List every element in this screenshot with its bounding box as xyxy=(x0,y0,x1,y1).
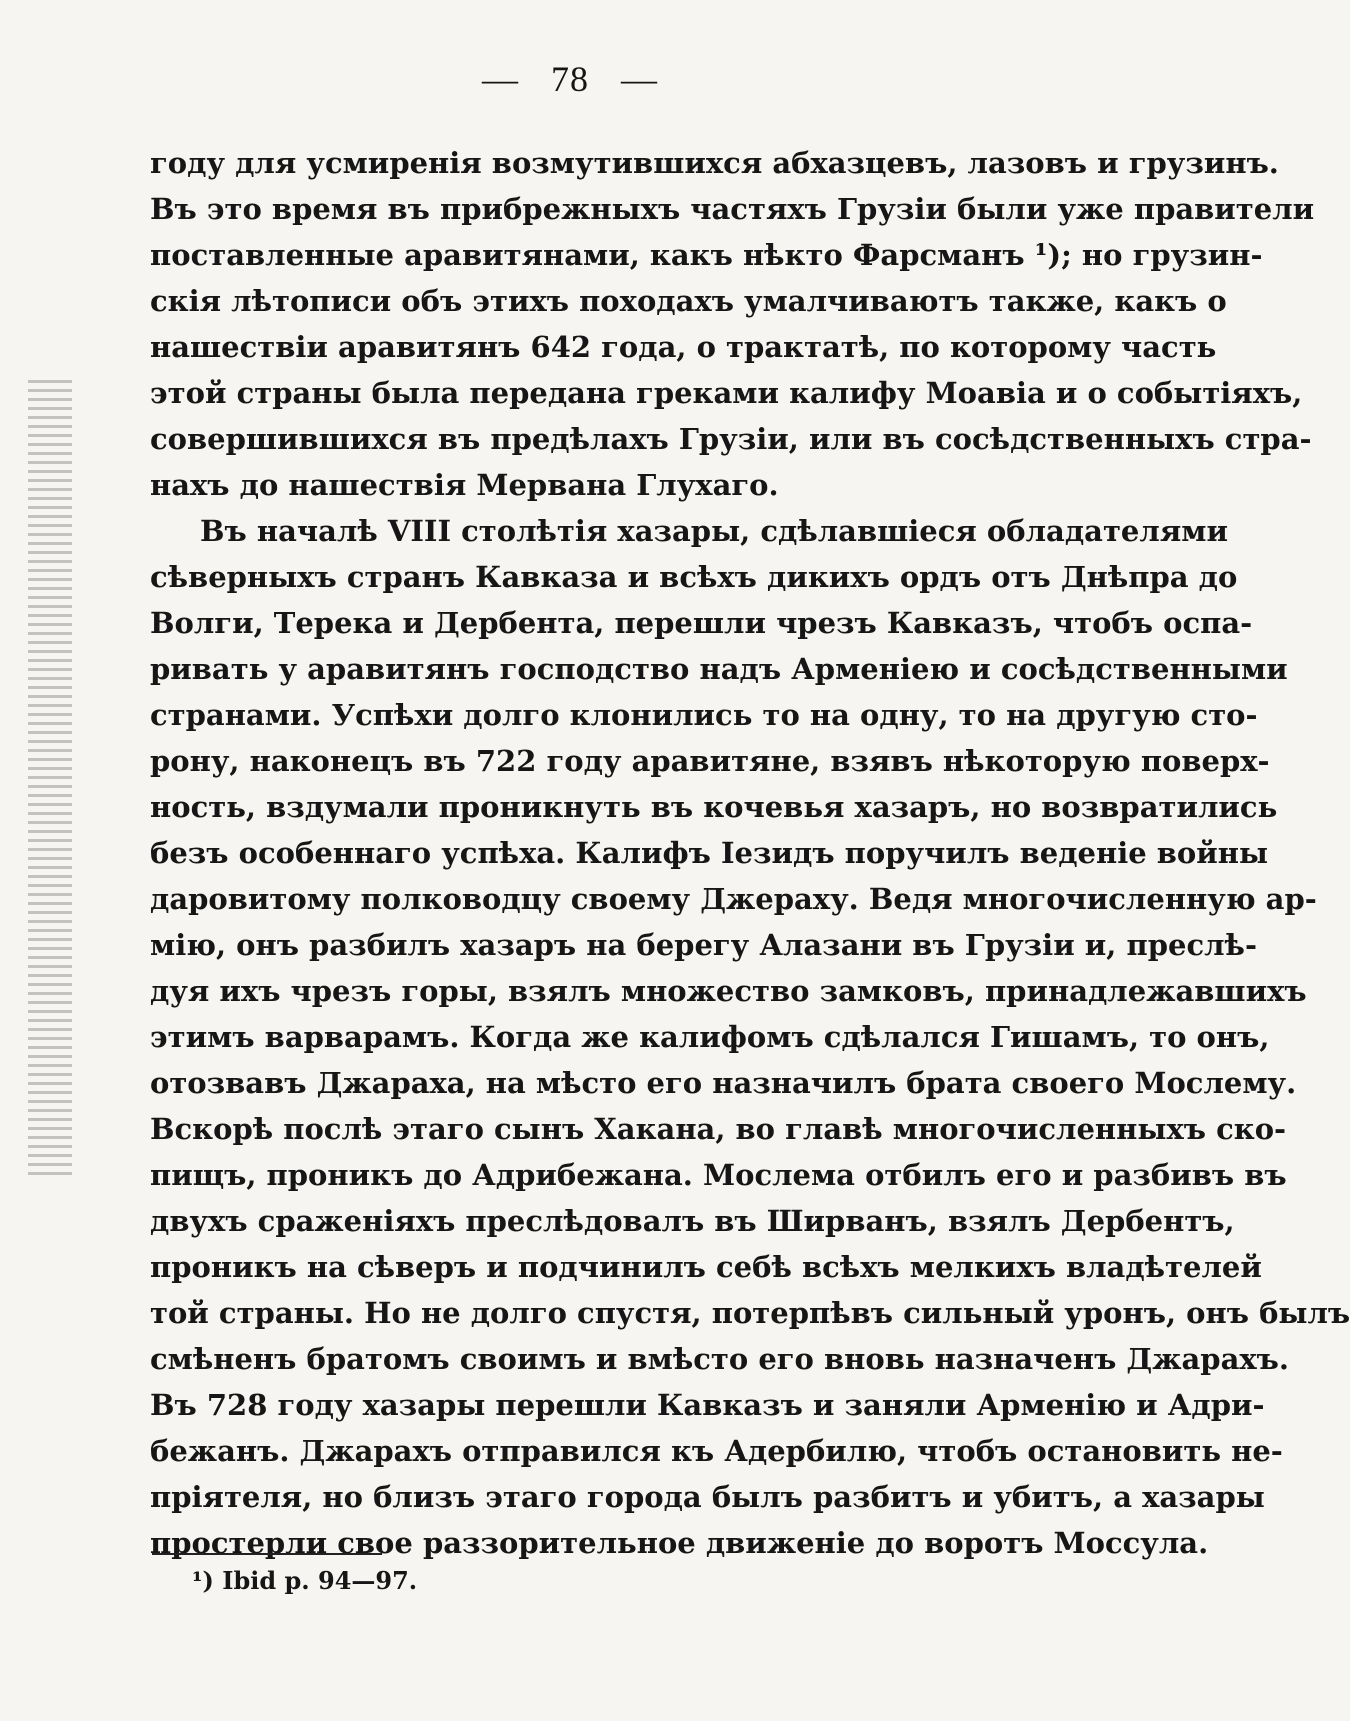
text-line: Вскорѣ послѣ этаго сынъ Хакана, во главѣ многочисленныхъ ско- xyxy=(150,1112,1287,1146)
text-line: странами. Успѣхи долго клонились то на одну, то на другую сто- xyxy=(150,698,1258,732)
text-line-paragraph-start: Въ началѣ VIII столѣтія хазары, сдѣлавшіеся обладателями xyxy=(200,514,1228,548)
page-header xyxy=(0,58,1140,100)
text-line: смѣненъ братомъ своимъ и вмѣсто его вновь назначенъ Джарахъ. xyxy=(150,1342,1289,1376)
header-dash-left: — xyxy=(482,59,519,99)
text-line: двухъ сраженіяхъ преслѣдовалъ въ Ширванъ, взялъ Дербентъ, xyxy=(150,1204,1235,1238)
binding-edge-shadow xyxy=(28,380,72,1180)
text-line: этой страны была передана греками калифу Моавіа и о событіяхъ, xyxy=(150,376,1303,410)
text-line: мію, онъ разбилъ хазаръ на берегу Алазани въ Грузіи и, преслѣ- xyxy=(150,928,1257,962)
text-line: Въ это время въ прибрежныхъ частяхъ Грузіи были уже правители xyxy=(150,192,1315,226)
page-number: 78 xyxy=(551,59,589,99)
text-line: проникъ на сѣверъ и подчинилъ себѣ всѣхъ мелкихъ владѣтелей xyxy=(150,1250,1262,1284)
footnote-rule xyxy=(152,1553,382,1555)
footnote-text: Ibid p. 94—97. xyxy=(222,1566,418,1595)
body-text xyxy=(150,140,1350,1566)
text-line: бежанъ. Джарахъ отправился къ Адербилю, чтобъ остановить не- xyxy=(150,1434,1283,1468)
text-line: этимъ варварамъ. Когда же калифомъ сдѣлался Гишамъ, то онъ, xyxy=(150,1020,1270,1054)
header-dash-right: — xyxy=(621,59,658,99)
text-line: ность, вздумали проникнуть въ кочевья хазаръ, но возвратились xyxy=(150,790,1278,824)
text-line: ривать у аравитянъ господство надъ Арменіею и сосѣдственными xyxy=(150,652,1288,686)
text-line: нахъ до нашествія Мервана Глухаго. xyxy=(150,468,779,502)
text-line: Въ 728 году хазары перешли Кавказъ и заняли Арменію и Адри- xyxy=(150,1388,1265,1422)
text-line: поставленные аравитянами, какъ нѣкто Фарсманъ ¹); но грузин- xyxy=(150,238,1263,272)
text-line: простерли свое раззорительное движеніе до воротъ Моссула. xyxy=(150,1526,1209,1560)
text-line: той страны. Но не долго спустя, потерпѣвъ сильный уронъ, онъ былъ xyxy=(150,1296,1350,1330)
text-line: сѣверныхъ странъ Кавказа и всѣхъ дикихъ ордъ отъ Днѣпра до xyxy=(150,560,1238,594)
footnote-marker: ¹) xyxy=(192,1566,214,1595)
text-line: рону, наконецъ въ 722 году аравитяне, взявъ нѣкоторую поверх- xyxy=(150,744,1270,778)
text-line: Волги, Терека и Дербента, перешли чрезъ Кавказъ, чтобъ оспа- xyxy=(150,606,1253,640)
text-line: дуя ихъ чрезъ горы, взялъ множество замковъ, принадлежавшихъ xyxy=(150,974,1307,1008)
footnote xyxy=(192,1560,417,1602)
text-line: безъ особеннаго успѣха. Калифъ Іезидъ поручилъ веденіе войны xyxy=(150,836,1269,870)
text-line: пищъ, проникъ до Адрибежана. Мослема отбилъ его и разбивъ въ xyxy=(150,1158,1287,1192)
text-line: скія лѣтописи объ этихъ походахъ умалчиваютъ также, какъ о xyxy=(150,284,1227,318)
text-line: отозвавъ Джараха, на мѣсто его назначилъ брата своего Мослему. xyxy=(150,1066,1297,1100)
text-line: нашествіи аравитянъ 642 года, о трактатѣ, по которому часть xyxy=(150,330,1217,364)
text-line: пріятеля, но близъ этаго города былъ разбитъ и убитъ, а хазары xyxy=(150,1480,1265,1514)
text-line: совершившихся въ предѣлахъ Грузіи, или въ сосѣдственныхъ стра- xyxy=(150,422,1312,456)
text-line: году для усмиренія возмутившихся абхазцевъ, лазовъ и грузинъ. xyxy=(150,146,1279,180)
text-line: даровитому полководцу своему Джераху. Ведя многочисленную ар- xyxy=(150,882,1317,916)
